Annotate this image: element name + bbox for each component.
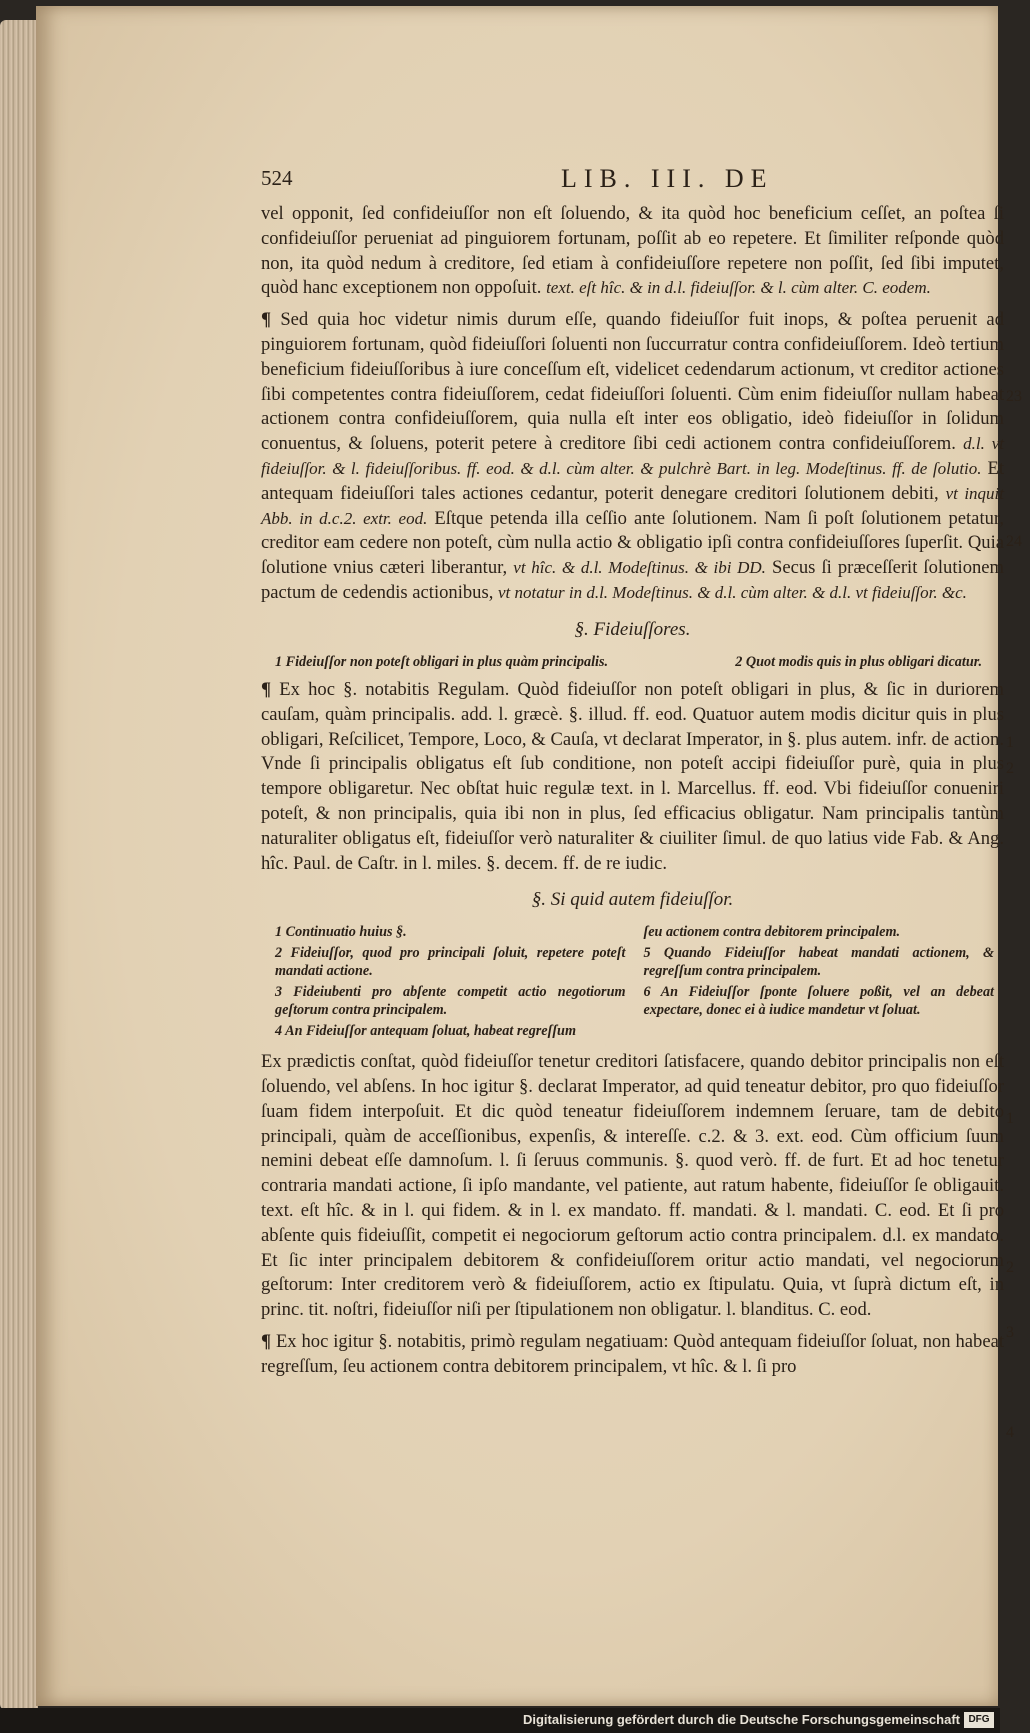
paragraph: vel opponit, ſed confideiuſſor non eſt ſoluendo, & ita quòd hoc beneficium ceſſet, an poſtea ſi confideiuſſor perueniat ad pinguiorem fortunam, poſſit ab eo repetere. Et ſimiliter reſponde quòd non, ita quòd nedum à creditore, ſed etiam à confideiuſſore repetere non poſſit, ſed ſibi imputet, quòd hanc exceptionem non oppoſuit. text. eſt hîc. & in d.l. fideiuſſor. & l. cùm alter. C. eodem. bbox=[261, 203, 1004, 299]
summary-item: 3 Fideiubenti pro abſente competit actio negotiorum geſtorum contra principalem. bbox=[275, 983, 626, 1019]
summary-item: 1 Continuatio huius §. bbox=[275, 924, 407, 941]
margin-number: 4 bbox=[1006, 1424, 1014, 1441]
paragraph: ¶ Ex hoc §. notabitis Regulam. Quòd fideiuſſor non poteſt obligari in plus, & ſic in duriorem cauſam, quàm principalis. add. l. græcè. §. illud. ff. eod. Quatuor autem modis dicitur quis in plus obligari, Reſcilicet, Tempore, Loco, & Cauſa, vt declarat Imperator, in §. plus autem. infr. de action. Vnde ſi principalis obligatus eſt ſub conditione, non poteſt accipi fideiuſſor purè, quia in plus tempore obligaretur. Nec obſtat huic regulæ text. in l. Marcellus. ff. eod. Vbi fideiuſſor conueniri poteſt, & non principalis, quia ibi non in plus, ſed efficacius obligatur. Nam principalis tantùm naturaliter obligatus eſt, fideiuſſor verò naturaliter & ciuiliter ſimul. de quo latius vide Fab. & Ang. hîc. Paul. de Caſtr. in l. miles. §. decem. ff. de re iudic. bbox=[261, 678, 1004, 876]
page-header bbox=[261, 166, 951, 196]
dfg-logo: DFG bbox=[964, 1712, 994, 1728]
running-head: LIB. III. DE bbox=[561, 164, 774, 193]
summary-column bbox=[275, 923, 626, 1042]
margin-number: 3 bbox=[1006, 1324, 1014, 1341]
margin-number: 24 bbox=[1006, 533, 1022, 550]
summary-item: 4 An Fideiuſſor antequam ſoluat, habeat regreſſum bbox=[275, 1022, 576, 1039]
margin-number: 1 bbox=[1006, 734, 1014, 751]
paragraph: Ex prædictis conſtat, quòd fideiuſſor tenetur creditori ſatisfacere, quando debitor principalis non eſt ſoluendo, vel abſens. In hoc igitur §. declarat Imperator, ad quid teneatur debitor, pro quo fideiuſſor ſuam fidem interpoſuit. Et dic quòd teneatur fideiuſſorem indemnem ſeruare, tam de debito principali, quàm de acceſſionibus, expenſis, & intereſſe. c.2. & 3. ext. eod. Cùm officium ſuum nemini debeat eſſe damnoſum. l. ſi ſeruus communis. §. quod verò. ff. de furt. Et ad hoc tenetur contraria mandati actione, ſi ipſo mandante, vel patiente, aut ratum habente, fideiuſſor ſe obligauit. text. eſt hîc. & in l. qui fidem. & in l. ex mandato. ff. mandati. & l. mandati. C. eod. Et ſi pro abſente quis fideiuſſit, competit ei negociorum geſtorum actio contra principalem. d.l. ex mandato. Et ſic inter principalem debitorem & confideiuſſorem oritur actio mandati, vel negociorum geſtorum: Inter creditorem verò & fideiuſſorem, actio ex ſtipulatu. Quia, vt ſuprà dictum eſt, in princ. tit. noſtri, fideiuſſor niſi per ſtipulationem non obligatur. l. blanditus. C. eod. bbox=[261, 1051, 1004, 1321]
paragraph: ¶ Sed quia hoc videtur nimis durum eſſe, quando fideiuſſor fuit inops, & poſtea peruenit ad pinguiorem fortunam, quòd fideiuſſori ſoluenti non ſuccurratur contra confideiuſſorem. Ideò tertium beneficium fideiuſſoribus à iure conceſſum eſt, videlicet cedendarum actionum, vt creditor actiones ſibi competentes contra fideiuſſorem, cedat fideiuſſori ſoluenti. Cùm enim fideiuſſor nullam habeat actionem contra confideiuſſorem, quia nulla eſt inter eos obligatio, ideò fideiuſſor in ſolidum conuentus, & ſoluens, poterit petere à creditore ſibi cedi actionem contra confideiuſſorem. d.l. vt fideiuſſor. & l. fideiuſſoribus. ff. eod. & d.l. cùm alter. & pulchrè Bart. in leg. Modeſtinus. ff. de ſolutio. Et antequam fideiuſſori tales actiones cedantur, poterit denegare creditori ſolutionem debiti, vt inquit Abb. in d.c.2. extr. eod. Eſtque petenda illa ceſſio ante ſolutionem. Nam ſi poſt ſolutionem petatur, creditor eam cedere non poteſt, cùm nulla actio & obligatio ipſi contra confideiuſſores ſuperſit. Quia ſolutione vnius cæteri liberantur, vt hîc. & d.l. Modeſtinus. & ibi DD. Secus ſi præceſſerit ſolutionem pactum de cedendis actionibus, vt notatur in d.l. Modeſtinus. & d.l. cùm alter. & d.l. vt fideiuſſor. &c. bbox=[261, 308, 1004, 606]
footer-credit: Digitalisierung gefördert durch die Deutsche Forschungsgemeinschaft bbox=[522, 1712, 960, 1727]
margin-number: 23 bbox=[1006, 388, 1022, 405]
page-number: 524 bbox=[261, 166, 293, 190]
text-body bbox=[261, 202, 1004, 1380]
margin-number: 2 bbox=[1006, 1259, 1014, 1276]
digitization-footer bbox=[0, 1708, 1000, 1733]
section-title: §. Fideiuſſores. bbox=[574, 618, 691, 640]
margin-number: 1 bbox=[1006, 1110, 1014, 1127]
book-page bbox=[36, 6, 1022, 1706]
book-edge bbox=[0, 20, 38, 1710]
summary-item: ſeu actionem contra debitorem principalem. bbox=[643, 924, 901, 941]
section-summary bbox=[261, 653, 1004, 672]
section-title: §. Si quid autem fideiuſſor. bbox=[531, 889, 734, 911]
summary-item: 2 Quot modis quis in plus obligari dicatur. bbox=[735, 653, 982, 670]
summary-item: 1 Fideiuſſor non poteſt obligari in plus quàm principalis. bbox=[275, 653, 609, 670]
section-summary bbox=[261, 923, 1004, 1042]
summary-item: 2 Fideiuſſor, quod pro principali ſoluit, repetere poteſt mandati actione. bbox=[275, 944, 626, 980]
paragraph: ¶ Ex hoc igitur §. notabitis, primò regulam negatiuam: Quòd antequam fideiuſſor ſoluat, non habeat regreſſum, ſeu actionem contra debitorem principalem, vt hîc. & l. ſi pro bbox=[261, 1330, 1004, 1380]
summary-column bbox=[644, 923, 995, 1042]
summary-item: 5 Quando Fideiuſſor habeat mandati actionem, & regreſſum contra principalem. bbox=[643, 944, 994, 980]
summary-item: 6 An Fideiuſſor ſponte ſoluere poßit, vel an debeat expectare, donec ei à iudice mandetur vt ſoluat. bbox=[643, 983, 994, 1019]
margin-number: 2 bbox=[1006, 760, 1014, 777]
